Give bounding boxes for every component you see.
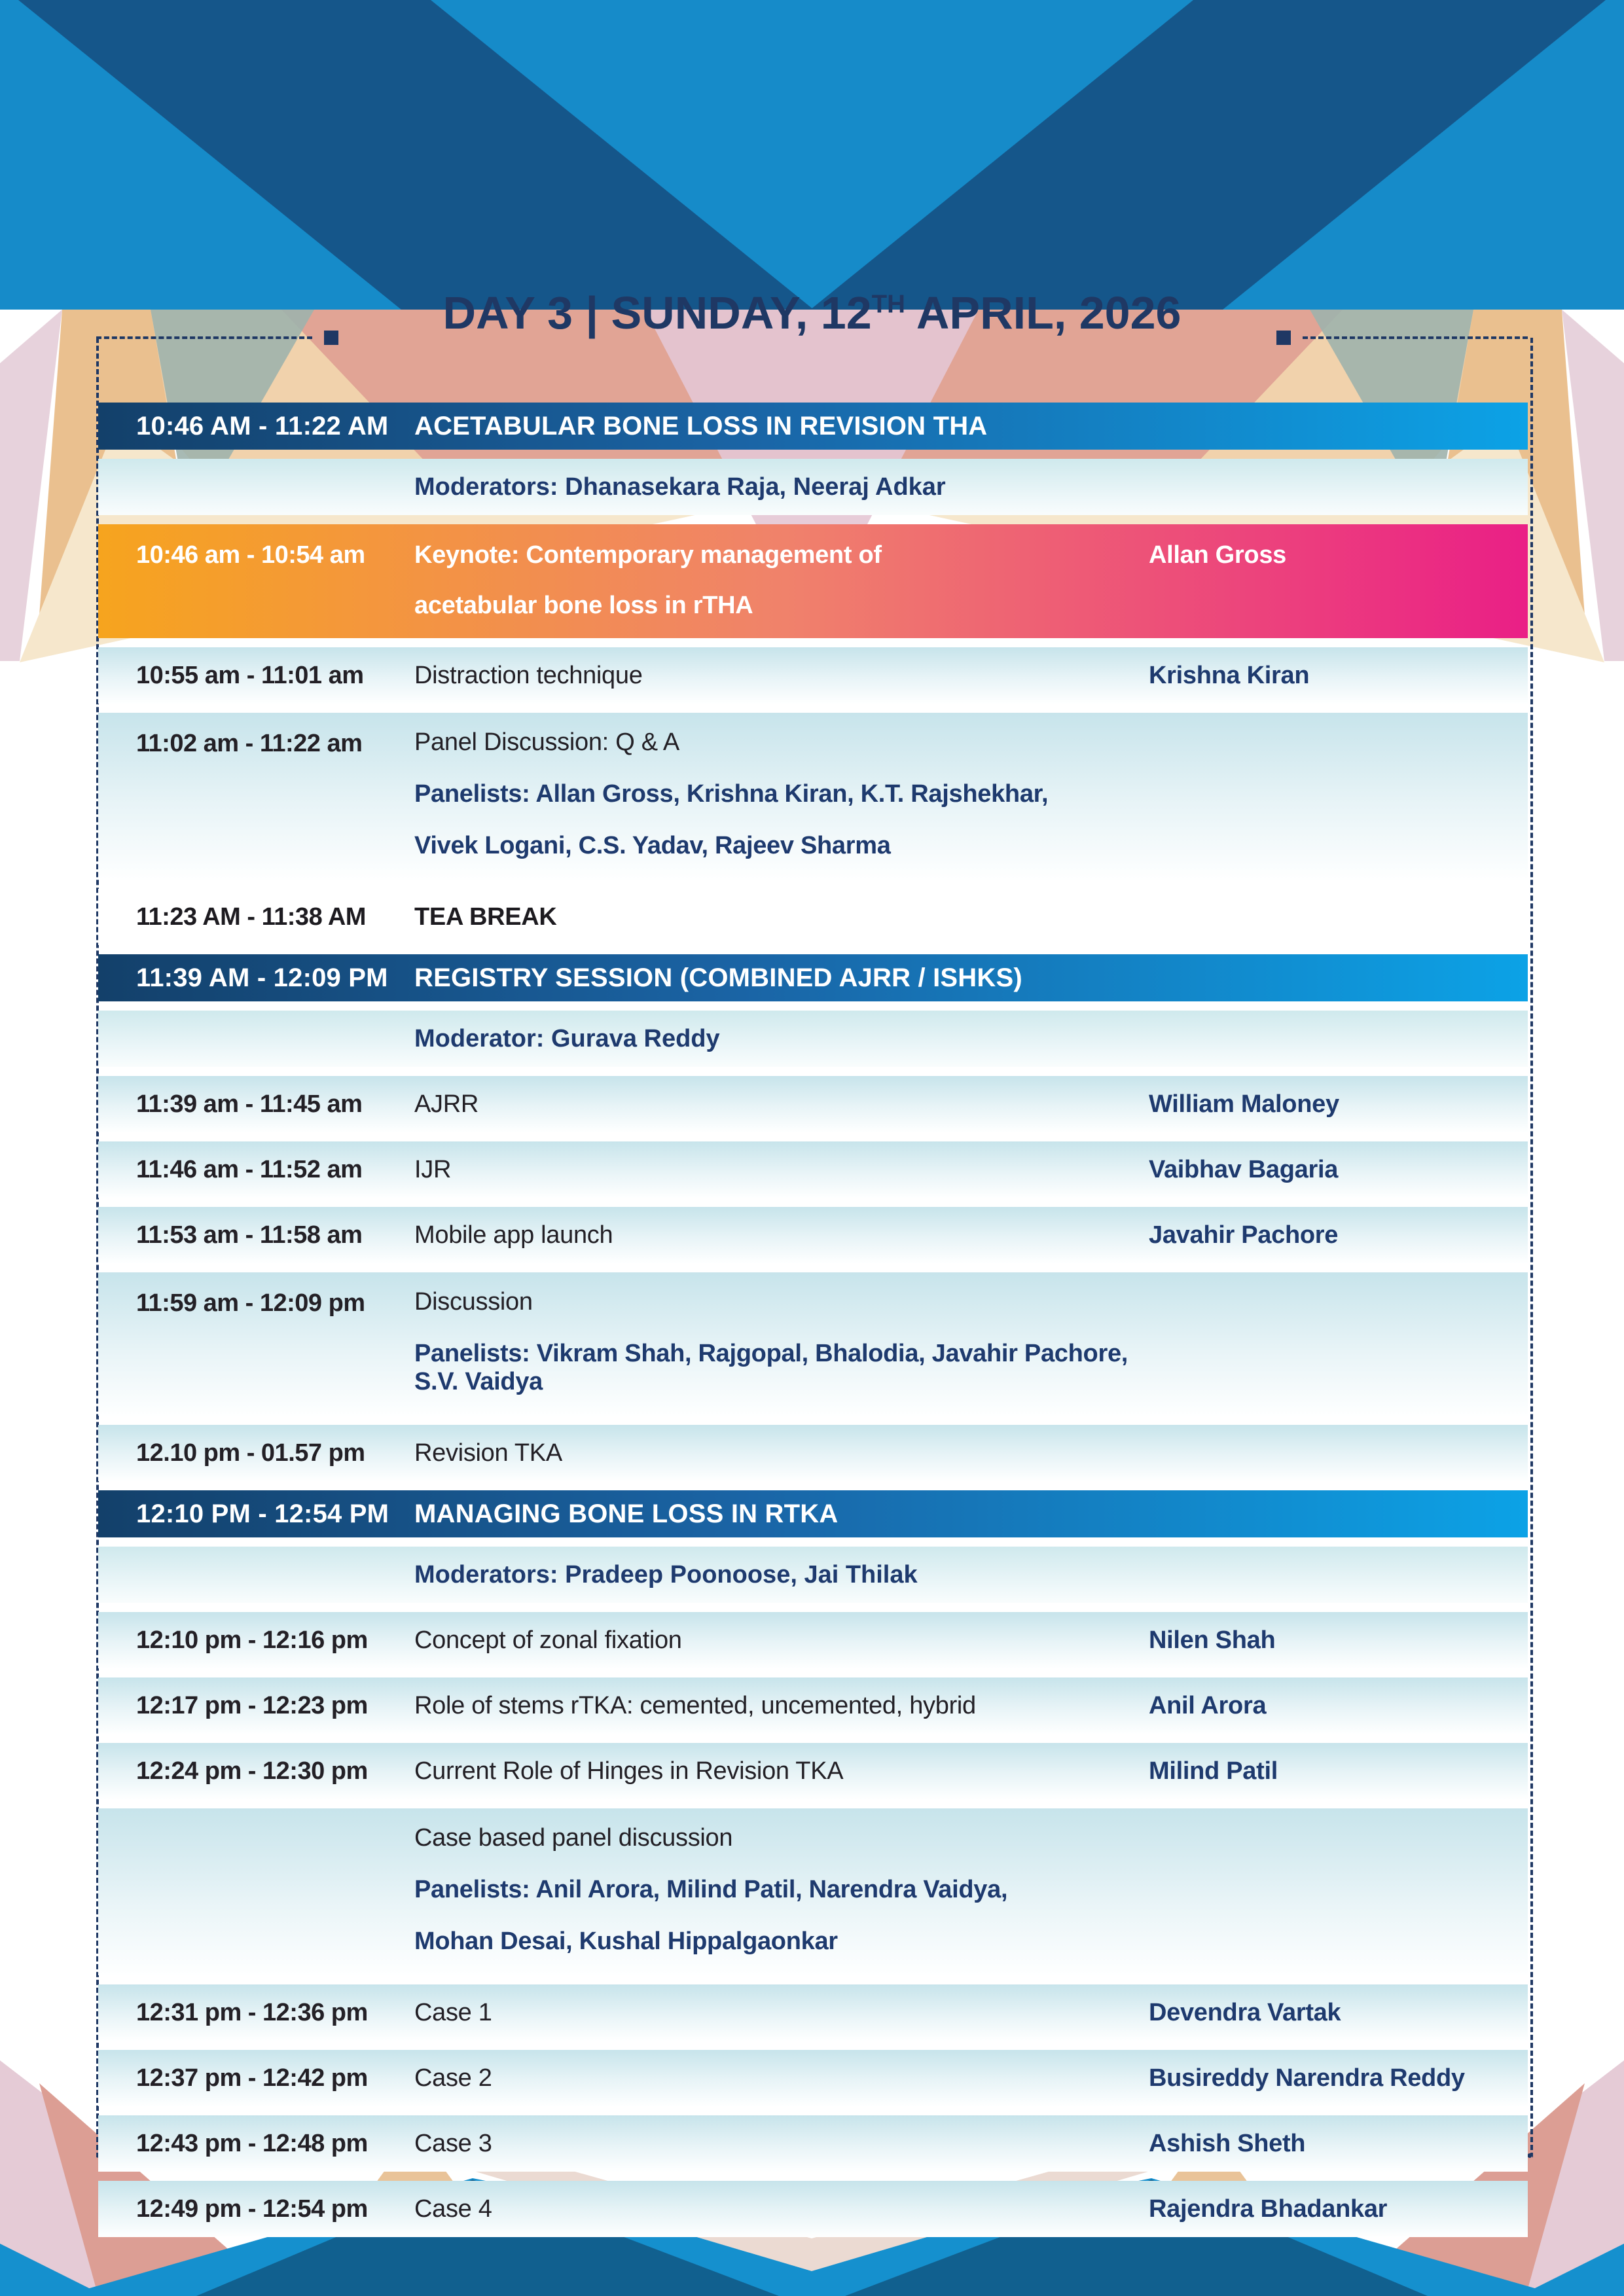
session-title: REGISTRY SESSION (COMBINED AJRR / ISHKS) <box>414 963 1022 992</box>
schedule-row <box>98 2050 1528 2106</box>
row-topic-text: Concept of zonal fixation <box>414 1626 682 1654</box>
schedule-row <box>98 1677 1528 1734</box>
row-time: 12:43 pm - 12:48 pm <box>136 2129 368 2157</box>
moderator-text: Moderators: Pradeep Poonoose, Jai Thilak <box>414 1560 918 1588</box>
session-time: 12:10 PM - 12:54 PM <box>136 1499 389 1528</box>
schedule-row <box>98 1207 1528 1263</box>
row-topic <box>414 1757 1149 1785</box>
keynote-speaker: Allan Gross <box>1149 541 1286 569</box>
panelists-line: Mohan Desai, Kushal Hippalgaonkar <box>414 1928 838 1955</box>
row-time <box>136 1824 414 1825</box>
row-time: 12:24 pm - 12:30 pm <box>136 1757 368 1785</box>
row-topic <box>414 662 1149 690</box>
row-speaker: Vaibhav Bagaria <box>1149 1155 1339 1183</box>
row-speaker <box>1149 1824 1528 1825</box>
row-topic-text: Distraction technique <box>414 661 643 689</box>
row-topic-text: Role of stems rTKA: cemented, uncemented, hybrid <box>414 1691 976 1719</box>
schedule-row <box>98 1612 1528 1668</box>
moderator-text: Moderator: Gurava Reddy <box>414 1024 720 1052</box>
panelists-line: Vivek Logani, C.S. Yadav, Rajeev Sharma <box>414 832 891 859</box>
row-speaker: William Maloney <box>1149 1090 1339 1118</box>
schedule-row <box>98 2115 1528 2172</box>
schedule-row <box>98 647 1528 704</box>
schedule-row <box>98 713 1528 880</box>
row-topic-text: Case 2 <box>414 2064 492 2092</box>
row-time: 11:59 am - 12:09 pm <box>136 1289 365 1317</box>
break-title: TEA BREAK <box>414 903 557 931</box>
session-header-row <box>98 954 1528 1001</box>
keynote-row <box>98 524 1528 638</box>
row-speaker: Milind Patil <box>1149 1757 1278 1785</box>
page-title-part2: APRIL, 2026 <box>905 287 1182 338</box>
panelists-line: Panelists: Anil Arora, Milind Patil, Narendra Vaidya, <box>414 1876 1008 1903</box>
panelists-line: Panelists: Vikram Shah, Rajgopal, Bhalodia, Javahir Pachore, S.V. Vaidya <box>414 1340 1128 1395</box>
schedule-row <box>98 1984 1528 2041</box>
keynote-time: 10:46 am - 10:54 am <box>136 541 365 569</box>
schedule-row <box>98 1076 1528 1132</box>
row-time: 12:17 pm - 12:23 pm <box>136 1691 368 1719</box>
row-time: 12:37 pm - 12:42 pm <box>136 2064 368 2092</box>
panelists-line: Panelists: Allan Gross, Krishna Kiran, K.T. Rajshekhar, <box>414 780 1049 808</box>
row-time: 12.10 pm - 01.57 pm <box>136 1439 365 1467</box>
row-topic-text: AJRR <box>414 1090 479 1118</box>
row-topic-text: Panel Discussion: Q & A <box>414 728 679 756</box>
row-topic-text: IJR <box>414 1155 452 1183</box>
row-topic <box>414 1156 1149 1184</box>
row-speaker: Devendra Vartak <box>1149 1998 1341 2026</box>
keynote-title-line: acetabular bone loss in rTHA <box>414 592 753 619</box>
row-speaker: Krishna Kiran <box>1149 661 1310 689</box>
row-speaker: Rajendra Bhadankar <box>1149 2195 1388 2223</box>
row-topic-text: Mobile app launch <box>414 1221 613 1249</box>
session-time: 10:46 AM - 11:22 AM <box>136 411 389 440</box>
schedule <box>98 403 1528 2246</box>
row-speaker: Nilen Shah <box>1149 1626 1276 1654</box>
tea-break-row <box>98 889 1528 945</box>
row-topic <box>414 728 1149 860</box>
row-time: 12:10 pm - 12:16 pm <box>136 1626 368 1654</box>
row-topic-text: Current Role of Hinges in Revision TKA <box>414 1757 844 1785</box>
page-title <box>0 287 1624 339</box>
keynote-title <box>414 541 1149 620</box>
row-speaker <box>1149 728 1528 730</box>
session-header-row <box>98 403 1528 450</box>
schedule-row <box>98 2181 1528 2237</box>
moderator-row <box>98 1547 1528 1603</box>
row-topic <box>414 2195 1149 2223</box>
row-speaker: Anil Arora <box>1149 1691 1267 1719</box>
moderator-row <box>98 1011 1528 1067</box>
keynote-title-line: Keynote: Contemporary management of <box>414 541 882 569</box>
row-speaker <box>1149 1288 1528 1289</box>
moderator-row <box>98 459 1528 515</box>
row-topic <box>414 1090 1149 1119</box>
row-topic <box>414 2130 1149 2158</box>
schedule-row <box>98 1808 1528 1975</box>
row-topic <box>414 1824 1149 1956</box>
row-topic <box>414 1288 1149 1396</box>
row-topic-text: Case based panel discussion <box>414 1824 733 1852</box>
row-topic <box>414 1221 1149 1249</box>
row-time: 11:39 am - 11:45 am <box>136 1090 363 1118</box>
row-topic-text: Discussion <box>414 1288 533 1316</box>
schedule-row <box>98 1141 1528 1198</box>
session-title: ACETABULAR BONE LOSS IN REVISION THA <box>414 411 988 440</box>
row-topic <box>414 1626 1149 1655</box>
page-title-part1: DAY 3 | SUNDAY, 12 <box>442 287 872 338</box>
page-title-superscript: TH <box>871 290 905 319</box>
row-topic <box>414 1692 1149 1720</box>
row-topic <box>414 1999 1149 2027</box>
row-time: 12:49 pm - 12:54 pm <box>136 2195 368 2223</box>
row-time: 11:53 am - 11:58 am <box>136 1221 363 1249</box>
row-time: 11:46 am - 11:52 am <box>136 1155 363 1183</box>
session-header-row <box>98 1490 1528 1537</box>
row-speaker: Busireddy Narendra Reddy <box>1149 2064 1465 2092</box>
row-time: 10:55 am - 11:01 am <box>136 661 364 689</box>
break-time: 11:23 AM - 11:38 AM <box>136 903 366 931</box>
row-speaker: Javahir Pachore <box>1149 1221 1339 1249</box>
row-topic-text: Case 1 <box>414 1998 492 2026</box>
row-topic-text: Case 4 <box>414 2195 492 2223</box>
moderator-text: Moderators: Dhanasekara Raja, Neeraj Adkar <box>414 473 946 501</box>
row-time: 12:31 pm - 12:36 pm <box>136 1998 368 2026</box>
session-time: 11:39 AM - 12:09 PM <box>136 963 388 992</box>
session-title: MANAGING BONE LOSS IN RTKA <box>414 1499 839 1528</box>
row-topic-text: Revision TKA <box>414 1439 562 1467</box>
row-topic <box>414 2064 1149 2092</box>
row-topic <box>414 1439 1149 1467</box>
schedule-row <box>98 1272 1528 1416</box>
row-time: 11:02 am - 11:22 am <box>136 730 363 757</box>
row-speaker: Ashish Sheth <box>1149 2129 1306 2157</box>
row-topic-text: Case 3 <box>414 2129 492 2157</box>
schedule-row <box>98 1743 1528 1799</box>
schedule-row <box>98 1425 1528 1481</box>
